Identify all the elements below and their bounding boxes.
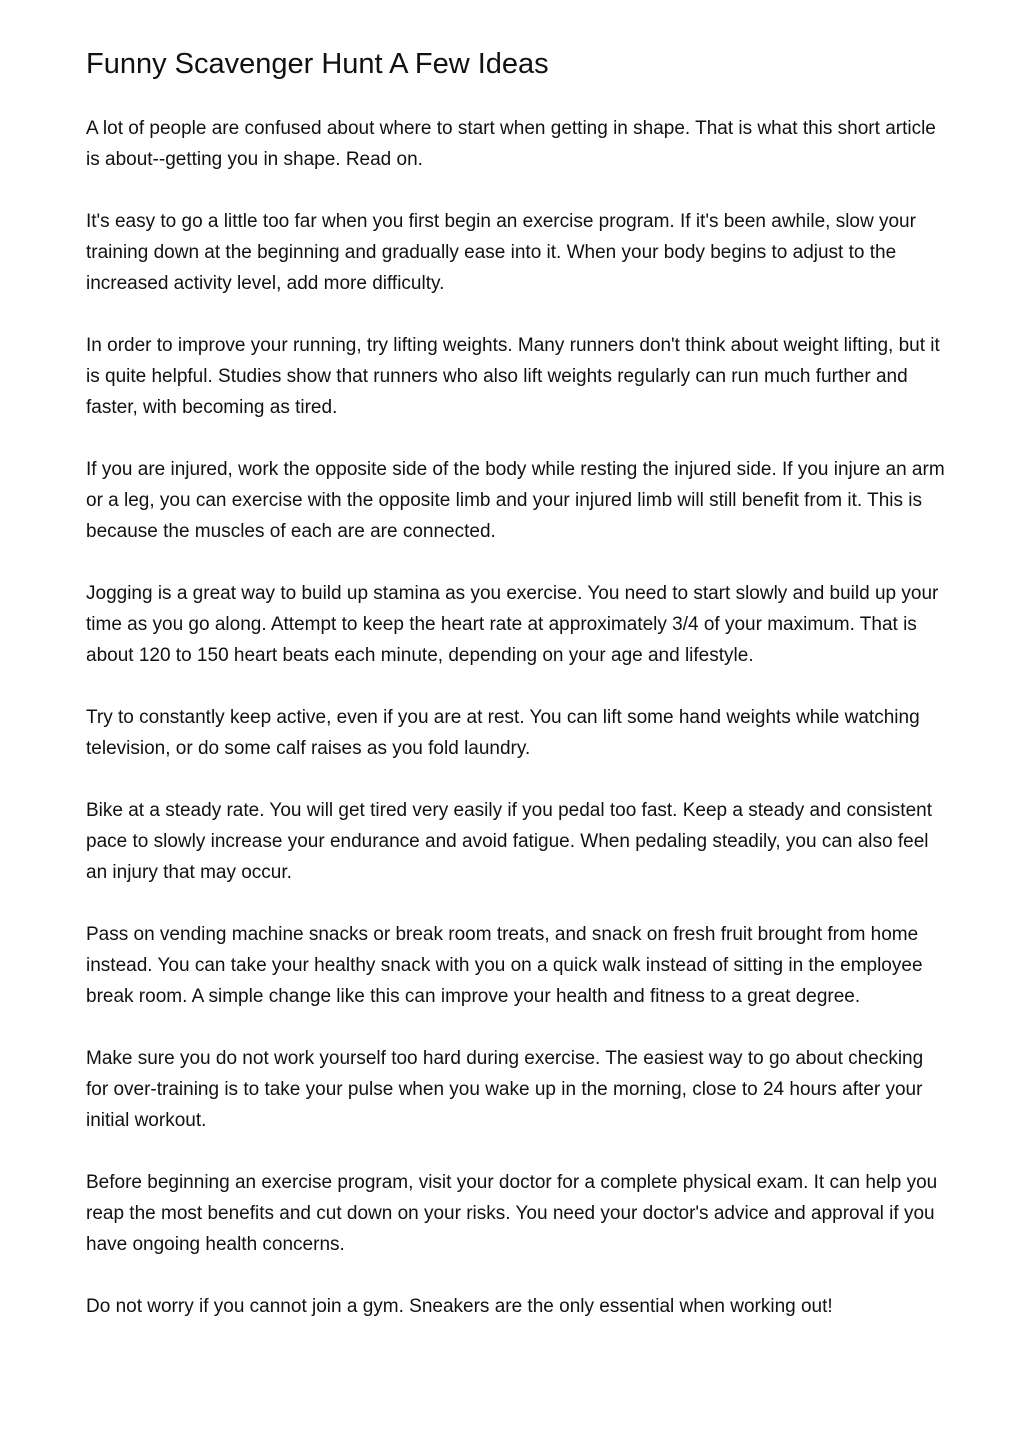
- paragraph-jogging: Jogging is a great way to build up stamina as you exercise. You need to start slowly and build up your time as you go along. Attempt to keep the heart rate at approximately 3/4 of your maximum. That is about 120 to 150 heart beats each minute, depending on your age and lifestyle.: [86, 583, 939, 666]
- paragraph-snacks: Pass on vending machine snacks or break room treats, and snack on fresh fruit brought from home instead. You can take your healthy snack with you on a quick walk instead of sitting in the employee break room. A simple change like this can improve your health and fitness to a great degree.: [86, 924, 923, 1007]
- document-title: Funny Scavenger Hunt A Few Ideas: [86, 48, 549, 80]
- paragraph-injury: If you are injured, work the opposite side of the body while resting the injured side. If you injure an arm or a leg, you can exercise with the opposite limb and your injured limb will still benefit from it. This is because the muscles of each are are connected.: [86, 459, 945, 542]
- paragraph-stay-active: Try to constantly keep active, even if you are at rest. You can lift some hand weights while watching television, or do some calf raises as you fold laundry.: [86, 707, 920, 759]
- paragraph-exercise-program: It's easy to go a little too far when you first begin an exercise program. If it's been awhile, slow your training down at the beginning and gradually ease into it. When your body begins to adjust to the increased activity level, add more difficulty.: [86, 211, 916, 294]
- paragraph-over-training: Make sure you do not work yourself too hard during exercise. The easiest way to go about checking for over-training is to take your pulse when you wake up in the morning, close to 24 hours after your initial workout.: [86, 1048, 924, 1131]
- paragraph-intro: A lot of people are confused about where to start when getting in shape. That is what this short article is about--getting you in shape. Read on.: [86, 118, 936, 170]
- paragraph-running-weights: In order to improve your running, try lifting weights. Many runners don't think about weight lifting, but it is quite helpful. Studies show that runners who also lift weights regularly can run much further and faster, with becoming as tired.: [86, 335, 940, 418]
- paragraph-gym: Do not worry if you cannot join a gym. Sneakers are the only essential when working out!: [86, 1296, 833, 1317]
- paragraph-bike: Bike at a steady rate. You will get tired very easily if you pedal too fast. Keep a steady and consistent pace to slowly increase your endurance and avoid fatigue. When pedaling steadily, you can also feel an injury that may occur.: [86, 800, 933, 883]
- paragraph-doctor: Before beginning an exercise program, visit your doctor for a complete physical exam. It can help you reap the most benefits and cut down on your risks. You need your doctor's advice and approval if you have ongoing health concerns.: [86, 1172, 938, 1255]
- document-page: [86, 44, 946, 1353]
